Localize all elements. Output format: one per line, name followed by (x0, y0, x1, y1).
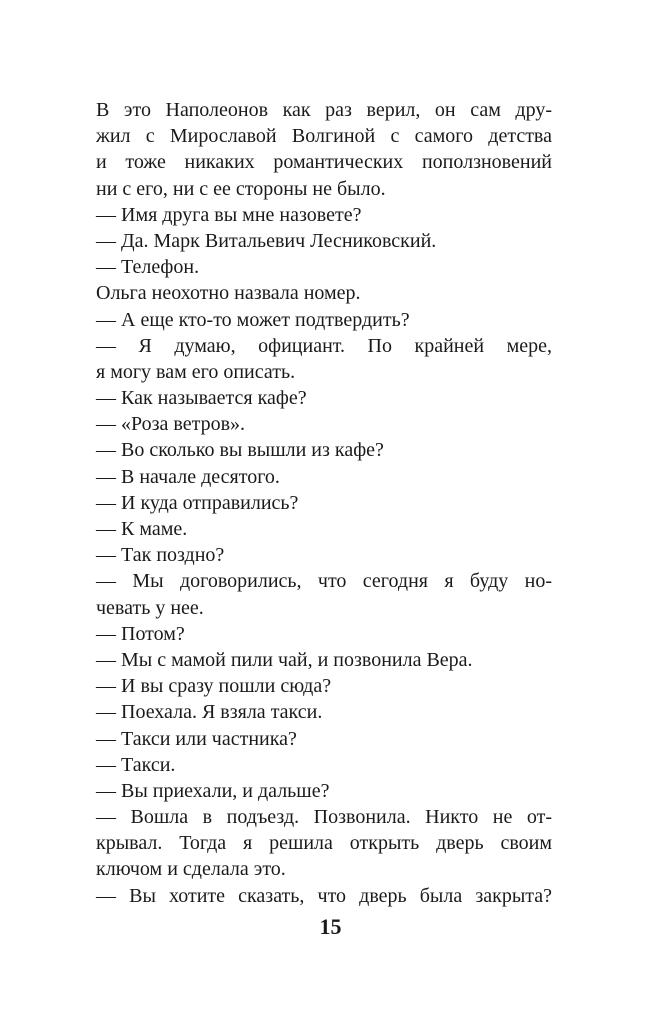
text-line: — Поехала. Я взяла такси. (96, 701, 323, 724)
text-line: — Такси или частника? (96, 727, 297, 750)
text-line: — Как называется кафе? (96, 387, 307, 410)
text-line: — Я думаю, официант. По крайней мере, (96, 334, 552, 357)
page-text-block (96, 97, 552, 909)
text-line: — Мы договорились, что сегодня я буду но- (96, 570, 552, 593)
text-line: я могу вам его описать. (96, 360, 296, 383)
text-line: жил с Мирославой Волгиной с самого детства (96, 125, 552, 148)
text-line: — «Роза ветров». (96, 413, 246, 436)
text-line: — В начале десятого. (96, 465, 280, 488)
text-line: — Имя друга вы мне назовете? (96, 203, 362, 226)
text-line: — Да. Марк Витальевич Лесниковский. (96, 229, 437, 252)
text-line: — Такси. (96, 753, 176, 776)
text-line: и тоже никаких романтических поползновений (96, 151, 552, 174)
text-line: — Телефон. (96, 256, 200, 279)
text-line: — И куда отправились? (96, 491, 299, 514)
text-line: — К маме. (96, 518, 188, 540)
page-number: 15 (319, 914, 342, 939)
text-line: — Во сколько вы вышли из кафе? (96, 439, 384, 462)
text-line: — Вы приехали, и дальше? (96, 779, 330, 802)
text-line: — Так поздно? (96, 544, 225, 567)
text-line: — Вы хотите сказать, что дверь была закрыта? (96, 884, 552, 907)
text-line: — А еще кто-то может подтвердить? (96, 308, 410, 331)
text-line: — Потом? (96, 622, 185, 645)
text-line: Ольга неохотно назвала номер. (96, 282, 361, 305)
text-line: ни с его, ни с ее стороны не было. (96, 177, 386, 200)
text-line: — Мы с мамой пили чай, и позвонила Вера. (96, 648, 473, 671)
text-line: ключом и сделала это. (96, 858, 286, 881)
text-line: крывал. Тогда я решила открыть дверь своим (96, 832, 552, 855)
text-line: — Вошла в подъезд. Позвонила. Никто не от- (96, 806, 552, 829)
text-line: — И вы сразу пошли сюда? (96, 675, 332, 698)
text-line: В это Наполеонов как раз верил, он сам дру- (96, 99, 552, 121)
text-line: чевать у нее. (96, 596, 204, 619)
